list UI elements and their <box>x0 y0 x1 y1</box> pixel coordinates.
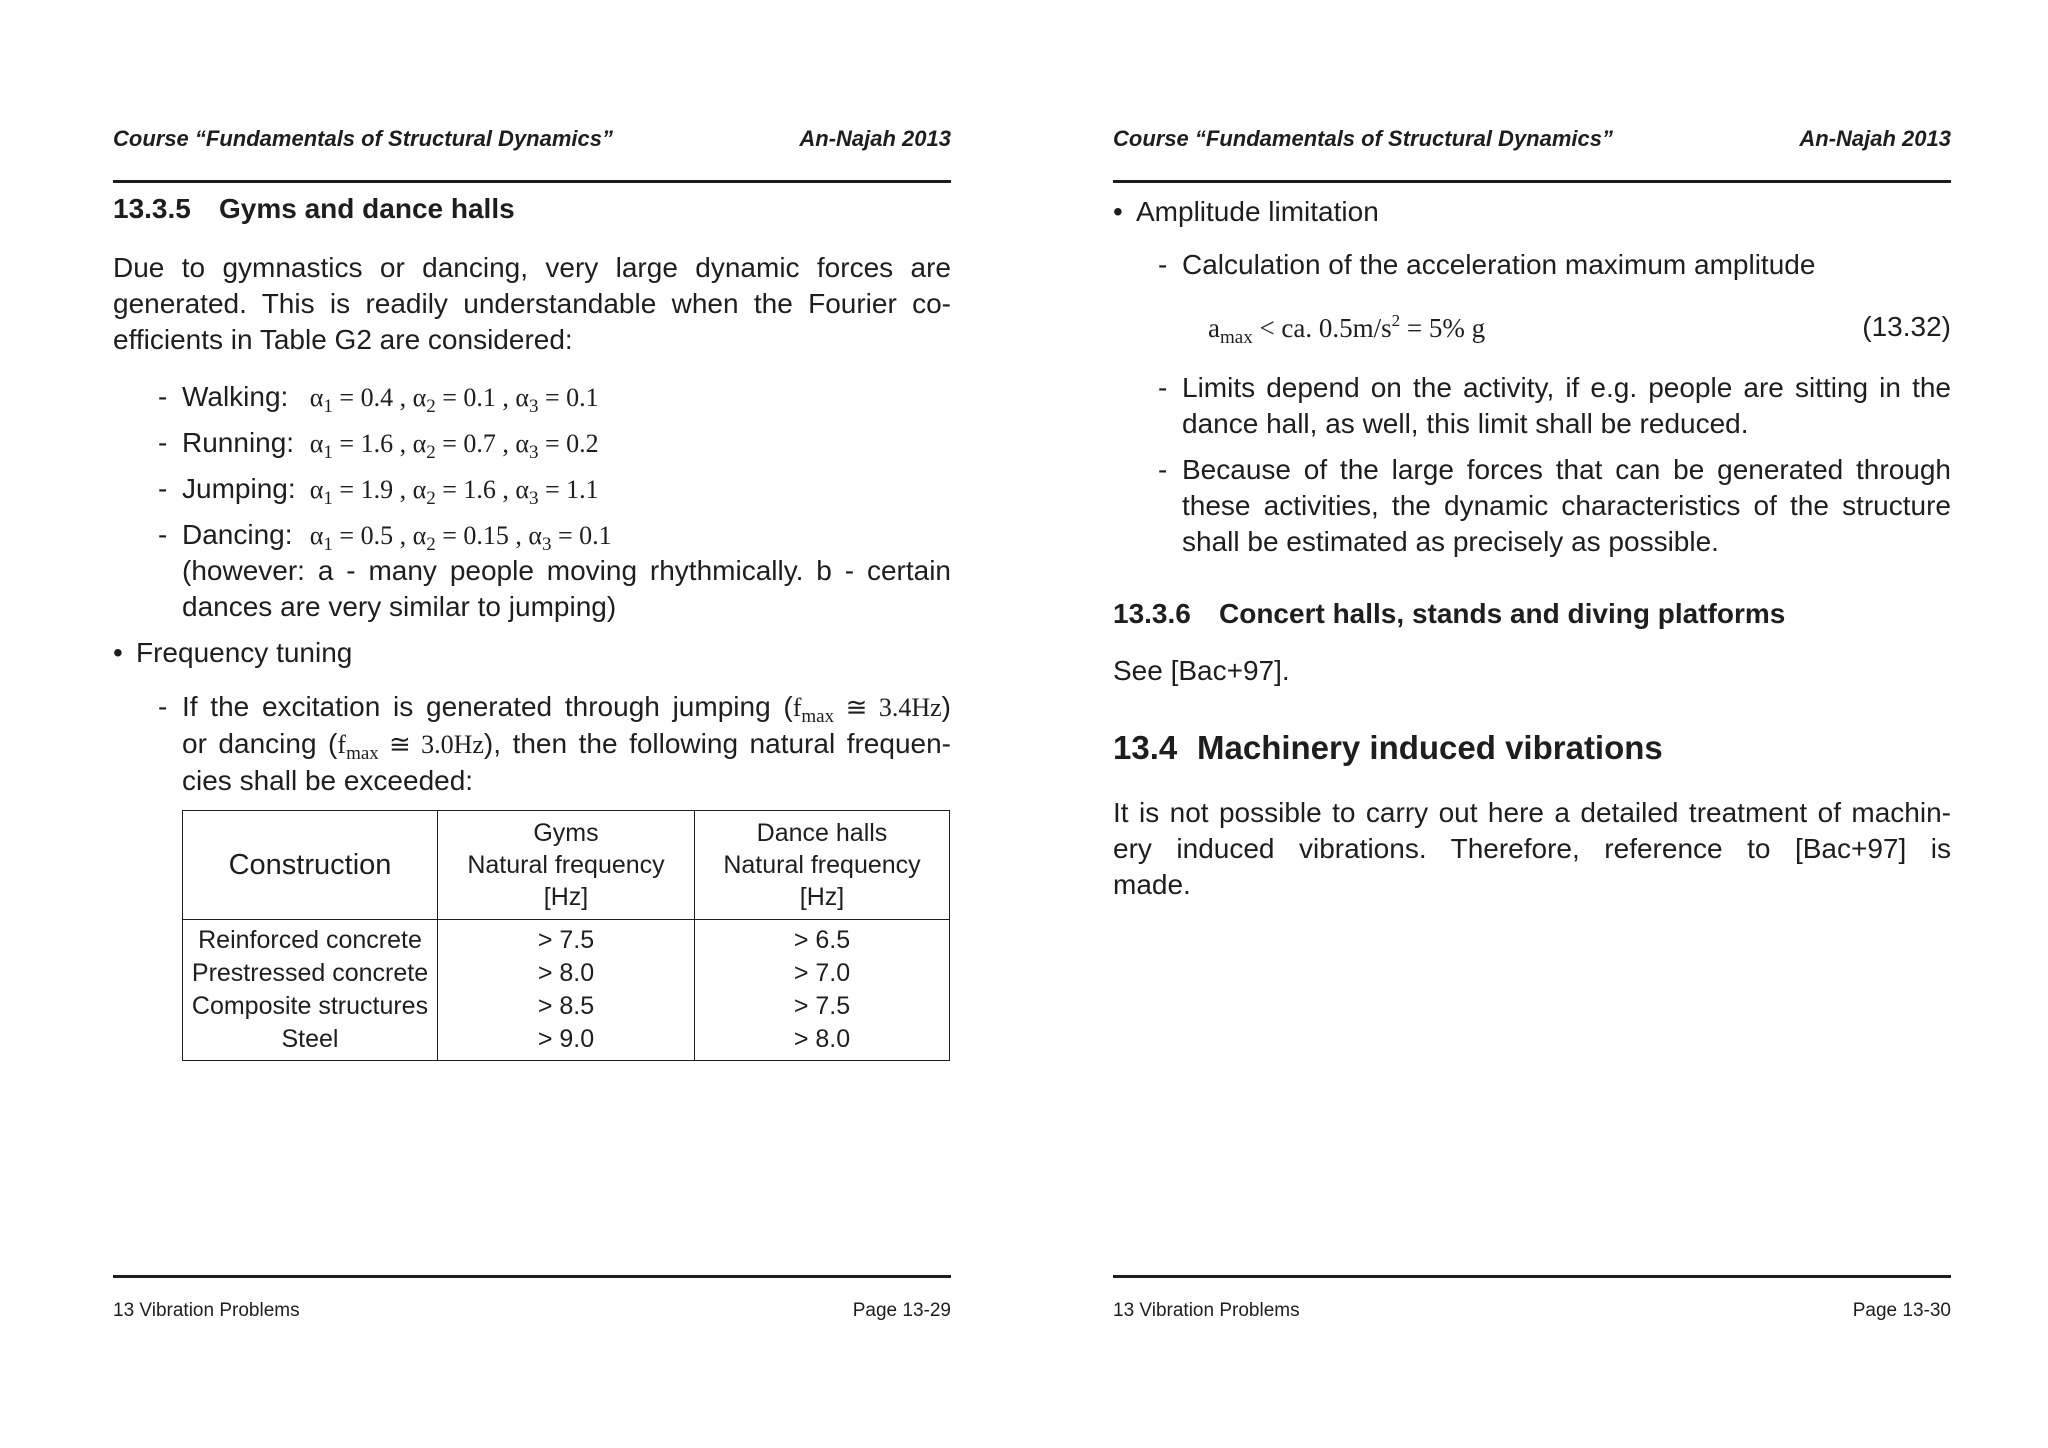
intro-line: generated. This is readily understandable when the Fourier co- <box>113 288 951 319</box>
intro-line: efficients in Table G2 are considered: <box>113 324 573 355</box>
section-number: 13.3.5 <box>113 193 191 224</box>
see-reference: See [Bac+97]. <box>1113 655 1290 686</box>
table-row <box>183 920 950 1061</box>
table-header-row <box>183 811 950 920</box>
activity-label: Walking: <box>182 381 289 412</box>
fmax-jumping: $f_{max}$ ≅ 3.4Hz <box>792 693 942 727</box>
fourier-coefficients: $\alpha_1 = 0.4$ , $\alpha_2 = 0.1$ , $\alpha_3 = 0.1$ <box>309 383 599 417</box>
section-heading <box>1113 598 1785 630</box>
fourier-coefficients: $\alpha_1 = 1.6$ , $\alpha_2 = 0.7$ , $\alpha_3 = 0.2$ <box>309 429 599 463</box>
section-title: Concert halls, stands and diving platforms <box>1219 598 1786 629</box>
header-construction: Construction <box>183 811 438 920</box>
machinery-text: It is not possible to carry out here a detailed treatment of machin- <box>1113 797 1951 828</box>
course-title: Course “Fundamentals of Structural Dynamics” <box>1113 126 1613 151</box>
right-page: Course “Fundamentals of Structural Dynamics” An-Najah 2013 • Amplitude limitation - Calculation of the acceleration maximum amplitude $a_{max}$ < ca. $0.5m/s^2 = 5\%$ g (13.32) - Limits depend on the activity, if e.g. people are sitting in the dance hall, as well, this limit shall be reduced. - Because of the large forces that can be generated through these activities, the dynamic characteristics of the structure shall be estimated as precisely as possible. 13.3.6 Concert halls, stands and diving platforms See [Bac+97]. 13.4 Machinery induced vibrations It is not possible to carry out here a detailed treatment of machin- ery induced vibrations. Therefore, reference to [Bac+97] is made. 13 Vibration Problems Page 13-30 <box>1113 126 1951 1321</box>
fourier-coefficients: $\alpha_1 = 0.5$ , $\alpha_2 = 0.15$ , $\alpha_3 = 0.1$ <box>309 521 612 555</box>
activity-label: Running: <box>182 427 295 458</box>
gyms-frequencies: > 7.5 > 8.0 > 8.5 > 9.0 <box>438 920 695 1061</box>
intro-line: Due to gymnastics or dancing, very large dynamic forces are <box>113 252 951 283</box>
chapter-title: Machinery induced vibrations <box>1197 729 1663 766</box>
natural-frequency-table <box>182 810 950 1061</box>
dance-hall-frequencies: > 6.5 > 7.0 > 7.5 > 8.0 <box>695 920 950 1061</box>
institution-year: An-Najah 2013 <box>1799 126 1951 151</box>
section-number: 13.3.6 <box>1113 598 1191 629</box>
equation: $a_{max}$ < ca. $0.5m/s^2 = 5\%$ g <box>1208 311 1486 348</box>
equation-number: (13.32) <box>1862 311 1951 342</box>
fmax-dancing: $f_{max}$ ≅ 3.0Hz <box>337 730 484 764</box>
left-page: Course “Fundamentals of Structural Dynamics” An-Najah 2013 13.3.5 Gyms and dance halls Due to gymnastics or dancing, very large dynamic forces are generated. This is readily understandable when the Fourier co- efficients in Table G2 are considered: - Walking: $\alpha_1 = 0.4$ , $\alpha_2 = 0.1$ , $\alpha_3 = 0.1$ - Running: $\alpha_1 = 1.6$ , $\alpha_2 = 0.7$ , $\alpha_3 = 0.2$ - Jumping: $\alpha_1 = 1.9$ , $\alpha_2 = 1.6$ , $\alpha_3 = 1.1$ - Dancing: $\alpha_1 = 0.5$ , $\alpha_2 = 0.15$ , $\alpha_3 = 0.1$ (however: a - many people moving rhythmically. b - certain dances are very similar to jumping) • Frequency tuning - If the excitation is generated through jumping ($f_{max}$ ≅ 3.4Hz) or dancing ($f_{max}$ ≅ 3.0Hz), then the following natural frequen- cies shall be exceeded: Construction Gyms Natural frequency [Hz] Dance halls Natural frequency [Hz] Reinforced concrete Prestressed concrete Composite structures Steel > 7.5 > 8.0 > 8.5 > 9.0 > 6.5 > 7.0 > 7.5 > 8.0 13 Vibration Problems Page 13-29 <box>113 126 951 1321</box>
footer-page-number: Page 13-29 <box>852 1300 951 1321</box>
page-footer <box>1113 1275 1951 1321</box>
fourier-coefficients: $\alpha_1 = 1.9$ , $\alpha_2 = 1.6$ , $\alpha_3 = 1.1$ <box>309 475 599 509</box>
footer-page-number: Page 13-30 <box>1852 1300 1951 1321</box>
chapter-number: 13.4 <box>1113 729 1178 766</box>
machinery-text: made. <box>1113 869 1191 900</box>
section-title: Gyms and dance halls <box>219 193 515 224</box>
institution-year: An-Najah 2013 <box>799 126 951 151</box>
header-gyms: Gyms Natural frequency [Hz] <box>438 811 695 920</box>
construction-types: Reinforced concrete Prestressed concrete Composite structures Steel <box>183 920 438 1061</box>
machinery-text: ery induced vibrations. Therefore, reference to [Bac+97] is <box>1113 833 1951 864</box>
activity-label: Dancing: <box>182 519 293 550</box>
footer-chapter: 13 Vibration Problems <box>1113 1300 1300 1321</box>
activity-label: Jumping: <box>182 473 296 504</box>
chapter-heading <box>1113 729 1663 767</box>
page-header <box>1113 124 1951 183</box>
page-header <box>113 124 951 183</box>
section-heading <box>113 193 515 225</box>
page-footer <box>113 1275 951 1321</box>
header-dance-halls: Dance halls Natural frequency [Hz] <box>695 811 950 920</box>
footer-chapter: 13 Vibration Problems <box>113 1300 300 1321</box>
course-title: Course “Fundamentals of Structural Dynamics” <box>113 126 613 151</box>
